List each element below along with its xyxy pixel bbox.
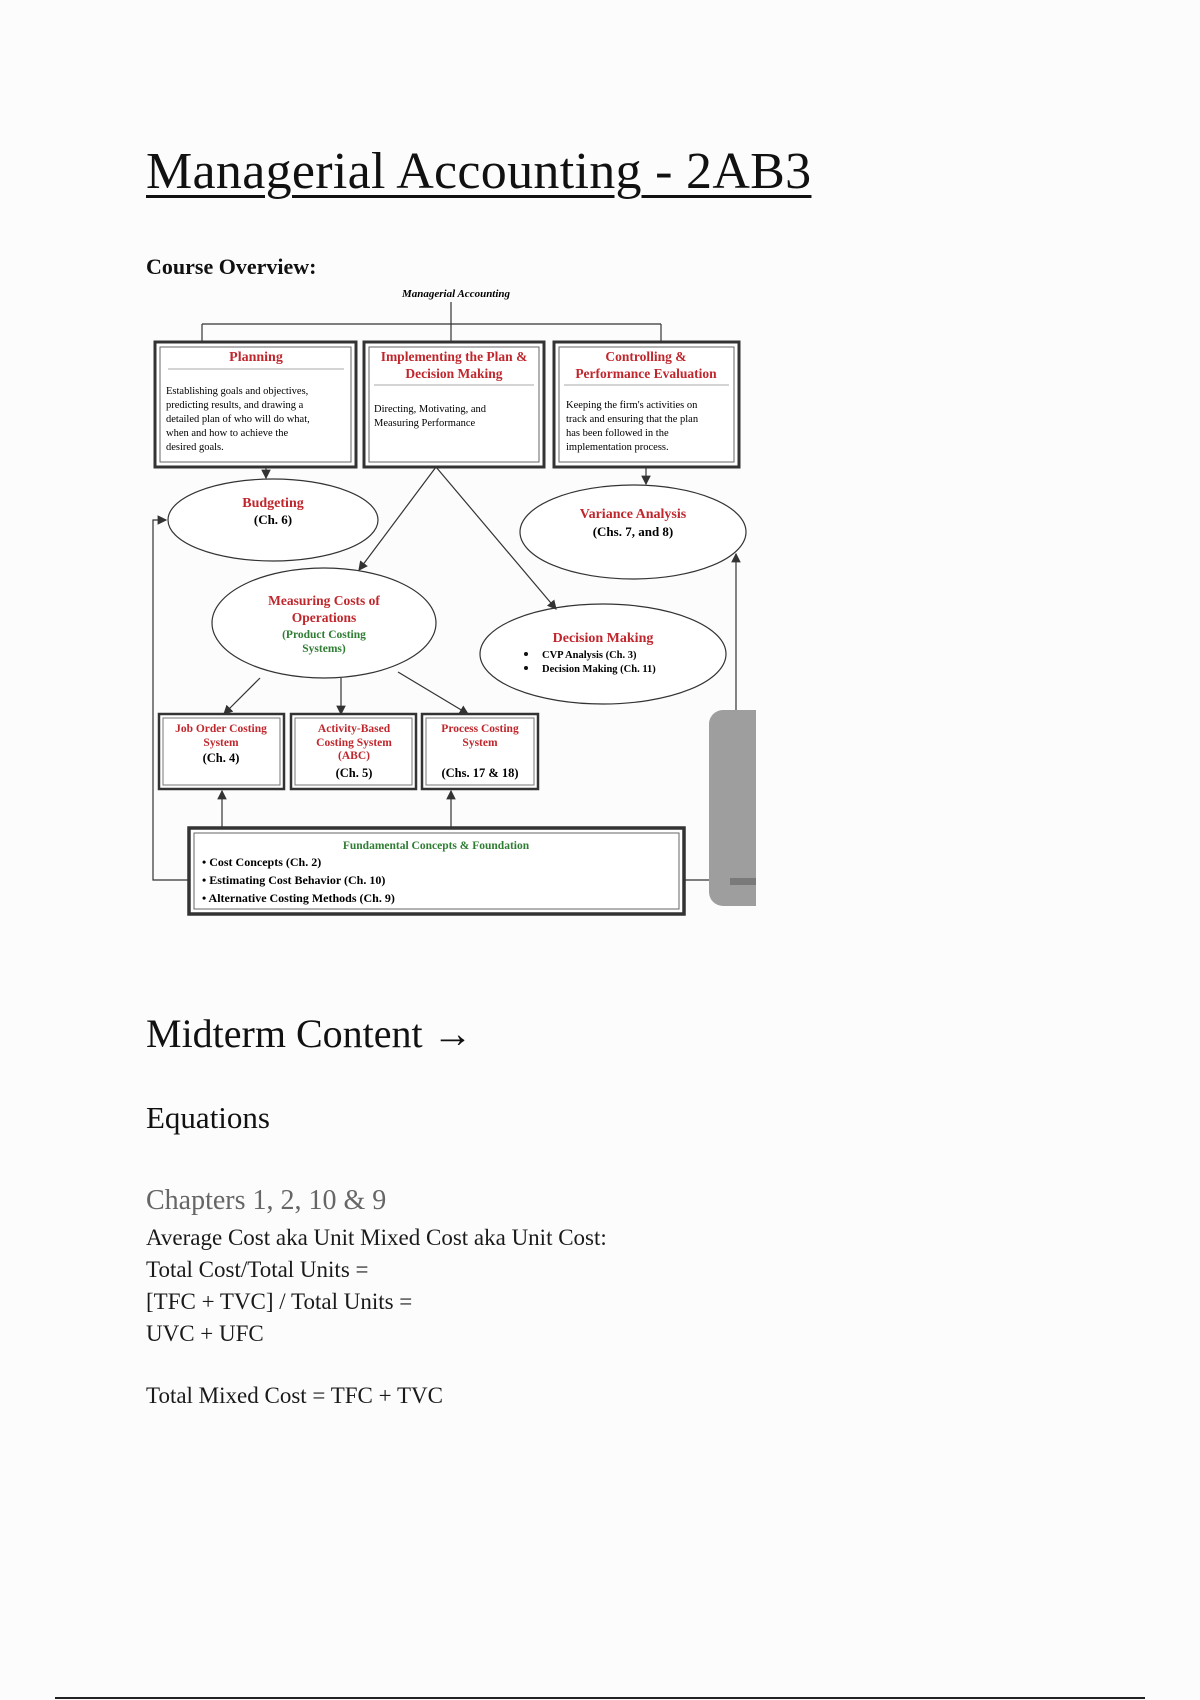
svg-text:• Estimating Cost Behavior (C: • Estimating Cost Behavior (Ch. 10): [202, 873, 386, 887]
equation-line: Average Cost aka Unit Mixed Cost aka Unit Cost:: [146, 1225, 607, 1250]
svg-text:detailed plan of who will do w: detailed plan of who will do what,: [166, 414, 310, 425]
svg-text:• Cost Concepts (Ch. 2): • Cost Concepts (Ch. 2): [202, 855, 322, 869]
svg-text:implementation process.: implementation process.: [566, 442, 669, 453]
svg-text:(Ch. 5): (Ch. 5): [335, 766, 373, 780]
svg-text:track and ensuring that the pl: track and ensuring that the plan: [566, 414, 699, 425]
svg-text:Process Costing: Process Costing: [441, 723, 519, 735]
planning-title: Planning: [229, 350, 283, 365]
svg-text:has been followed in the: has been followed in the: [566, 428, 669, 439]
root-connectors: [202, 302, 661, 342]
svg-text:(Product Costing: (Product Costing: [282, 629, 366, 641]
decision-making-ellipse: [480, 604, 726, 704]
course-overview-diagram: [146, 280, 756, 920]
svg-text:Job Order Costing: Job Order Costing: [175, 723, 267, 735]
svg-text:Systems): Systems): [302, 643, 346, 655]
svg-text:Decision Making (Ch. 11): Decision Making (Ch. 11): [542, 664, 656, 675]
implementing-title: Implementing the Plan &: [380, 349, 528, 364]
svg-text:(Chs. 17 & 18): (Chs. 17 & 18): [441, 766, 519, 780]
svg-text:desired goals.: desired goals.: [166, 442, 224, 453]
svg-text:Performance Evaluation: Performance Evaluation: [575, 366, 717, 381]
svg-text:(ABC): (ABC): [338, 750, 370, 762]
planning-box: [155, 342, 356, 467]
implementing-box: [364, 342, 544, 467]
svg-text:(Ch. 4): (Ch. 4): [202, 751, 240, 765]
svg-text:Budgeting: Budgeting: [242, 496, 304, 511]
svg-text:(Chs. 7, and 8): (Chs. 7, and 8): [592, 524, 674, 539]
svg-text:Activity-Based: Activity-Based: [317, 723, 391, 735]
course-overview-label: Course Overview:: [146, 254, 317, 279]
svg-text:Decision Making: Decision Making: [405, 366, 503, 381]
svg-text:CVP Analysis (Ch. 3): CVP Analysis (Ch. 3): [542, 650, 637, 661]
svg-text:Costing System: Costing System: [316, 737, 392, 749]
equation-line: [TFC + TVC] / Total Units =: [146, 1289, 413, 1314]
bottom-rule: [55, 1697, 1145, 1699]
svg-text:Directing, Motivating, and: Directing, Motivating, and: [374, 404, 486, 415]
svg-text:when and how to achieve the: when and how to achieve the: [166, 428, 289, 439]
svg-text:System: System: [462, 737, 498, 749]
svg-text:Operations: Operations: [291, 610, 357, 625]
equation-line: Total Mixed Cost = TFC + TVC: [146, 1383, 443, 1408]
equation-line: UVC + UFC: [146, 1321, 264, 1346]
midterm-content-heading: Midterm Content →: [146, 1011, 473, 1056]
equations-heading: Equations: [146, 1100, 270, 1135]
budgeting-ellipse: [168, 479, 378, 561]
svg-text:• Alternative Costing Methods: • Alternative Costing Methods (Ch. 9): [202, 891, 395, 905]
controlling-box: [554, 342, 739, 467]
svg-text:Keeping the firm's activities: Keeping the firm's activities on: [566, 400, 698, 411]
svg-text:Establishing goals and objecti: Establishing goals and objectives,: [166, 386, 309, 397]
chapters-heading: Chapters 1, 2, 10 & 9: [146, 1185, 387, 1216]
svg-text:Fundamental Concepts & Foundat: Fundamental Concepts & Foundation: [342, 840, 530, 852]
measuring-costs-ellipse: [212, 568, 436, 678]
job-order-costing-box: [159, 714, 284, 789]
svg-text:Measuring Performance: Measuring Performance: [374, 418, 476, 429]
diagram-root-title: Managerial Accounting: [401, 288, 511, 300]
variance-analysis-ellipse: [520, 485, 746, 579]
svg-text:System: System: [203, 737, 239, 749]
svg-text:Decision Making: Decision Making: [552, 631, 654, 646]
controlling-title: Controlling &: [605, 349, 687, 364]
activity-based-costing-box: [291, 714, 416, 789]
page-title: Managerial Accounting - 2AB3: [146, 143, 812, 200]
fundamental-concepts-box: [189, 828, 684, 914]
equation-line: Total Cost/Total Units =: [146, 1257, 369, 1282]
svg-text:Variance Analysis: Variance Analysis: [579, 507, 687, 522]
svg-text:(Ch. 6): (Ch. 6): [253, 512, 293, 527]
svg-text:predicting results, and drawin: predicting results, and drawing a: [166, 400, 304, 411]
process-costing-box: [422, 714, 538, 789]
grey-side-tab: [709, 710, 756, 906]
svg-text:Measuring Costs of: Measuring Costs of: [268, 593, 380, 608]
